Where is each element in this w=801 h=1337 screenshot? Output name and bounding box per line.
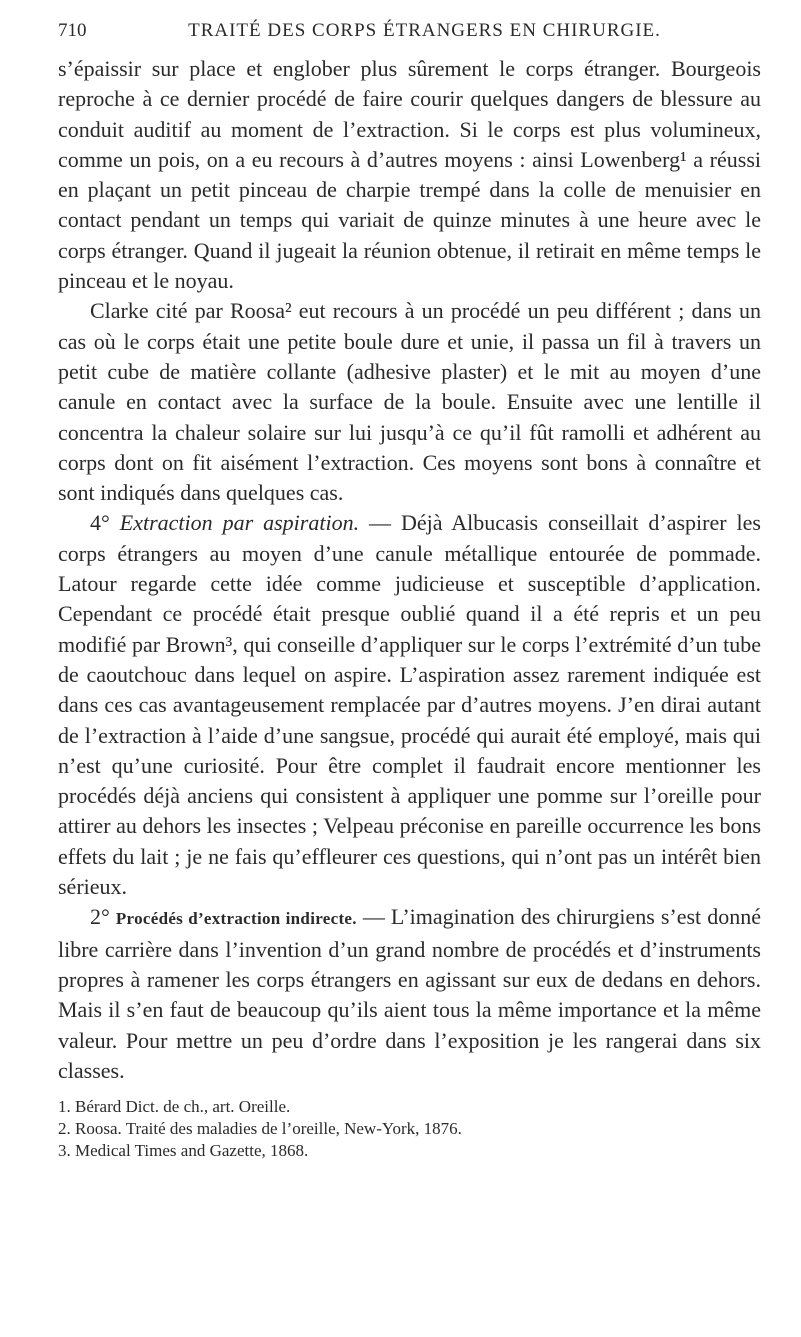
paragraph-text: s’épaissir sur place et englober plus sûrement le corps étranger. Bourgeois reproche à ce dernier procédé de faire courir quelques dangers de blessure au conduit auditif au moment de l’extraction. Si le corps est plus volumineux, comme un pois, on a eu recours à d’autres moyens : ainsi Lowenberg¹ a réussi en plaçant un petit pinceau de charpie trempé dans la colle de menuisier en contact pendant un temps qui variait de quinze minutes à une heure avec le corps étranger. Quand il jugeait la réunion obtenue, il retirait en même temps le pinceau et le noyau. [58,56,761,294]
paragraph [58,296,761,508]
paragraph-text: — L’imagination des chirurgiens s’est donné libre carrière dans l’invention d’un grand nombre de procédés et d’instruments propres à ramener les corps étrangers en agissant sur eux de dedans en dehors. Mais il s’en faut de beaucoup qu’ils aient tous la même importance et la même valeur. Pour mettre un peu d’ordre dans l’exposition je les rangerai dans six classes. [58,904,761,1083]
running-title: TRAITÉ DES CORPS ÉTRANGERS EN CHIRURGIE. [188,20,661,41]
footnote: 1. Bérard Dict. de ch., art. Oreille. [58,1097,291,1117]
paragraph-section-4 [58,508,761,902]
page-number: 710 [58,20,87,41]
section-number: 2° [90,904,116,930]
paragraph-text: — Déjà Albucasis conseillait d’aspirer les corps étrangers au moyen d’une canule métallique entourée de pommade. Latour regarde cette idée comme judicieuse et susceptible d’application. Cependant ce procédé était presque oublié quand il a été repris et un peu modifié par Brown³, qui conseille d’appliquer sur le corps l’extrémité d’un tube de caoutchouc dans lequel on aspire. L’aspiration assez rarement indiquée est dans ces cas avantageusement remplacée par d’autres moyens. J’en dirai autant de l’extraction à l’aide d’une sangsue, procédé qui aurait été employé, mais qui n’est qu’une curiosité. Pour être complet il faudrait encore mentionner les procédés déjà anciens qui consistent à appliquer une pomme sur l’oreille pour attirer au dehors les insectes ; Velpeau préconise en pareille occurrence les bons effets du lait ; je ne fais qu’effleurer ces questions, qui n’ont pas un intérêt bien sérieux. [58,510,761,900]
body-text [58,54,761,1086]
section-number: 4° [90,510,120,536]
page-header [58,0,761,48]
footnote: 3. Medical Times and Gazette, 1868. [58,1141,309,1161]
paragraph [58,54,761,296]
section-heading: Extraction par aspiration. [119,510,360,536]
footnotes [58,1096,761,1162]
footnote: 2. Roosa. Traité des maladies de l’oreille, New-York, 1876. [58,1119,462,1139]
paragraph-text: Clarke cité par Roosa² eut recours à un procédé un peu différent ; dans un cas où le corps était une petite boule dure et unie, il passa un fil à travers un petit cube de matière collante (adhesive plaster) et le mit au moyen d’une canule en contact avec la surface de la boule. Ensuite avec une lentille il concentra la chaleur solaire sur lui jusqu’à ce qu’il fût ramolli et adhérent au corps dont on fit aisément l’extraction. Ces moyens sont bons à connaître et sont indiqués dans quelques cas. [58,298,761,506]
section-heading: Procédés d’extraction indirecte. [115,909,357,929]
paragraph-section-2 [58,902,761,1086]
